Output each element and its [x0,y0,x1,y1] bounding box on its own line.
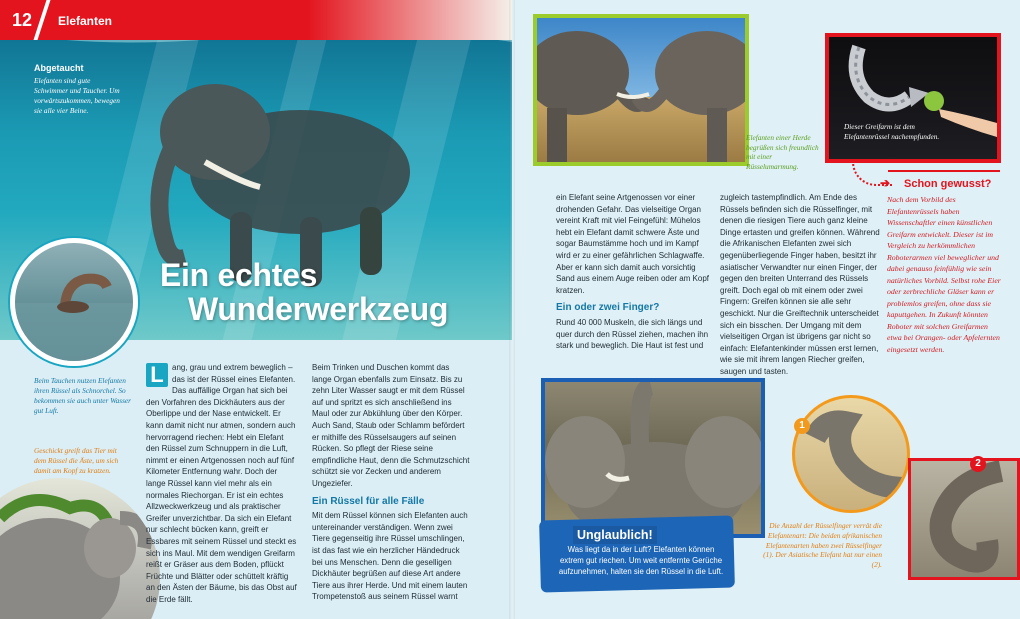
greeting-caption: Elefanten einer Herde begrüßen sich freundlich mit einer Rüsselumarmung. [746,133,819,171]
article-column-3 [556,192,712,352]
hero-caption-text: Elefanten sind gute Schwimmer und Taucher. Um vorwärtszukommen, bewegen sie alle vier Beine. [34,76,120,115]
grabbing-caption: Geschickt greift das Tier mit dem Rüssel die Äste, um sich damit am Kopf zu kratzen. [34,446,119,475]
badge-2: 2 [970,456,986,472]
page-gutter [509,0,515,619]
infobox-text: Was liegt da in der Luft? Elefanten können extrem gut riechen. Um weit entfernte Gerüche aufzunehmen, halten sie den Rüssel in die Luft. [558,545,724,576]
headline-line-1: Ein echtes [160,257,318,293]
fingers-caption-pre: Die Anzahl der Rüsselfinger verrät die Elefantenart: Die beiden afrikanischen Elefantenarten haben zwei Rüsselfinger [765,521,882,550]
hero-caption-title: Abgetaucht [34,63,84,73]
drop-cap: L [146,363,168,387]
greeting-elephants-photo [533,14,749,166]
infobox-title: Unglaublich! [573,526,657,544]
badge-1: 1 [794,418,810,434]
fingers-caption [756,521,882,570]
fingers-ref-1: (1) [763,550,772,560]
snorkel-elephant-photo [10,238,138,366]
headline-line-2: Wunderwerkzeug [188,291,449,327]
fingers-ref-2: (2) [871,560,881,570]
fingers-caption-mid: . Der Asiatische Elefant hat nur einen [771,550,882,560]
african-trunk-photo [792,395,910,513]
article-col3-p2: Rund 40 000 Muskeln, die sich längs und quer durch den Rüssel ziehen, machen ihn stark und beweglich. Die Haut ist fest und [556,317,709,351]
robot-caption: Dieser Greifarm ist dem Elefantenrüssel nachempfunden. [844,122,940,141]
article-col2-p2: Mit dem Rüssel können sich Elefanten auch untereinander verständigen. Wenn zwei Tiere gegenseitig ihre Rüssel umschlingen, ist das fast wie ein herzlicher Händedruck bei uns Menschen. Denn die geselligen Dickhäuter begrüßen auf diese Art andere Tiere aus ihrer Herde. Und mit einem lauten Trompetenstoß aus seinem Rüssel warnt [312,511,468,602]
two-elephants-illustration [537,18,745,162]
fingers-caption-end: . [880,560,882,570]
section-title: Elefanten [58,14,113,28]
asian-trunk-photo [908,458,1020,580]
subhead-finger: Ein oder zwei Finger? [556,302,660,314]
snorkel-trunk-illustration [15,243,133,361]
arrow-right-icon: ➔ [880,176,891,190]
subhead-alle-faelle: Ein Rüssel für alle Fälle [312,495,425,507]
article-col4-text: zugleich tastempfindlich. Am Ende des Rüssels befinden sich die Rüsselfinger, mit denen die riesigen Tiere auch ganz kleine Dinge ertasten und greifen können. Während die Afrikanischen Elefanten zwei sich gegenüberliegende Finger haben, besitzt ihr asiatischer Verwandter nur einen Finger, der gegen den breiten Unterrand des Rüssels greift. Doch egal ob mit einem oder zwei Fingern: Greifen können sie alle sehr geschickt. Nur die Greiftechnik unterscheidet sich ein bisschen. Der Umgang mit dem vielseitigen Organ ist übrigens gar nicht so einfach: Elefantenkinder müssen erst lernen, wie sie mit ihrem langen Riecher greifen, saugen und tasten. [720,193,880,376]
sidebar-title: Schon gewusst? [904,178,992,190]
robot-arm-photo [825,33,1001,163]
article-col1-text: ang, grau und extrem beweglich – das ist der Rüssel eines Elefanten. Das auffällige Organ hat sich bei den Vorfahren des Dickhäuters aus der Oberlippe und der Nase entwickelt. Er kann damit nicht nur atmen, sondern auch hervorragend riechen: Hebt ein Elefant den Rüssel zum Schnuppern in die Luft, nimmt er einen Artgenossen noch auf fünf Kilometer Entfernung wahr. Doch der lange Rüssel kann viel mehr als ein normales Riechorgan. Er ist ein echtes Allzweckwerkzeug und als praktischer Greifer unverzichtbar. Da sich ein Elefant nur schlecht bücken kann, greift er Essbares mit seinem Rüssel und steckt es sich ins Maul. Mit dem wendigen Greifarm reißt er Gräser aus dem Boden, pflückt Früchte und Blätter oder schüttelt kräftig an den Ästen der Bäume, bis das Obst auf die Erde fällt. [146,363,297,604]
article-column-1 [146,362,298,605]
trunk-raised-photo [541,378,765,538]
asian-trunk-illustration [911,461,1017,577]
sidebar-text: Nach dem Vorbild des Elefantenrüssels haben Wissenschaftler einen künstlichen Greifarm entwickelt. Dieser ist im Vergleich zu herkömmlichen Roboterarmen viel beweglicher und dabei genauso feinfühlig wie sein natürliches Vorbild. Selbst rohe Eier oder zerbrechliche Gläser kann er problemlos greifen, ohne dass sie kaputtgehen. In Zukunft könnten Roboter mit solchen Greifarmen etwa bei Orangen- oder Apfelernten eingesetzt werden. [887,195,1001,354]
article-column-4 [720,192,880,378]
page-headline [160,258,448,326]
article-column-2 [312,362,470,603]
african-trunk-illustration [795,398,907,510]
article-col2-p1: Beim Trinken und Duschen kommt das lange Organ ebenfalls zum Einsatz. Bis zu zehn Liter Wasser saugt er mit dem Rüssel auf und spritzt es sich anschließend ins Maul oder zur Abkühlung über den Körper. Auch Sand, Staub oder Schlamm befördert er mithilfe des Rüsselsaugers auf seinen Rücken. So pflegt der Riese seine empfindliche Haut, denn die Schmutzschicht schützt sie vor Zecken und anderem Ungeziefer. [312,363,470,488]
trunk-raised-illustration [545,382,761,534]
article-col3-p1: ein Elefant seine Artgenossen vor einer drohenden Gefahr. Das vielseitige Organ vereint Kraft mit viel Feingefühl: Mühelos hebt ein Elefant damit schwere Äste und sogar Baumstämme hoch und im Kampf wird er zu einer gefährlichen Schlagwaffe. Aber er kann sich damit auch vorsichtig Sand aus einem Auge reiben oder am Kopf kratzen. [556,193,709,295]
sidebar-rule [888,170,1000,172]
snorkel-caption: Beim Tauchen nutzen Elefanten ihren Rüssel als Schnorchel. So bekommen sie auch unter Wasser gut Luft. [34,376,132,415]
page-number: 12 [12,10,33,30]
